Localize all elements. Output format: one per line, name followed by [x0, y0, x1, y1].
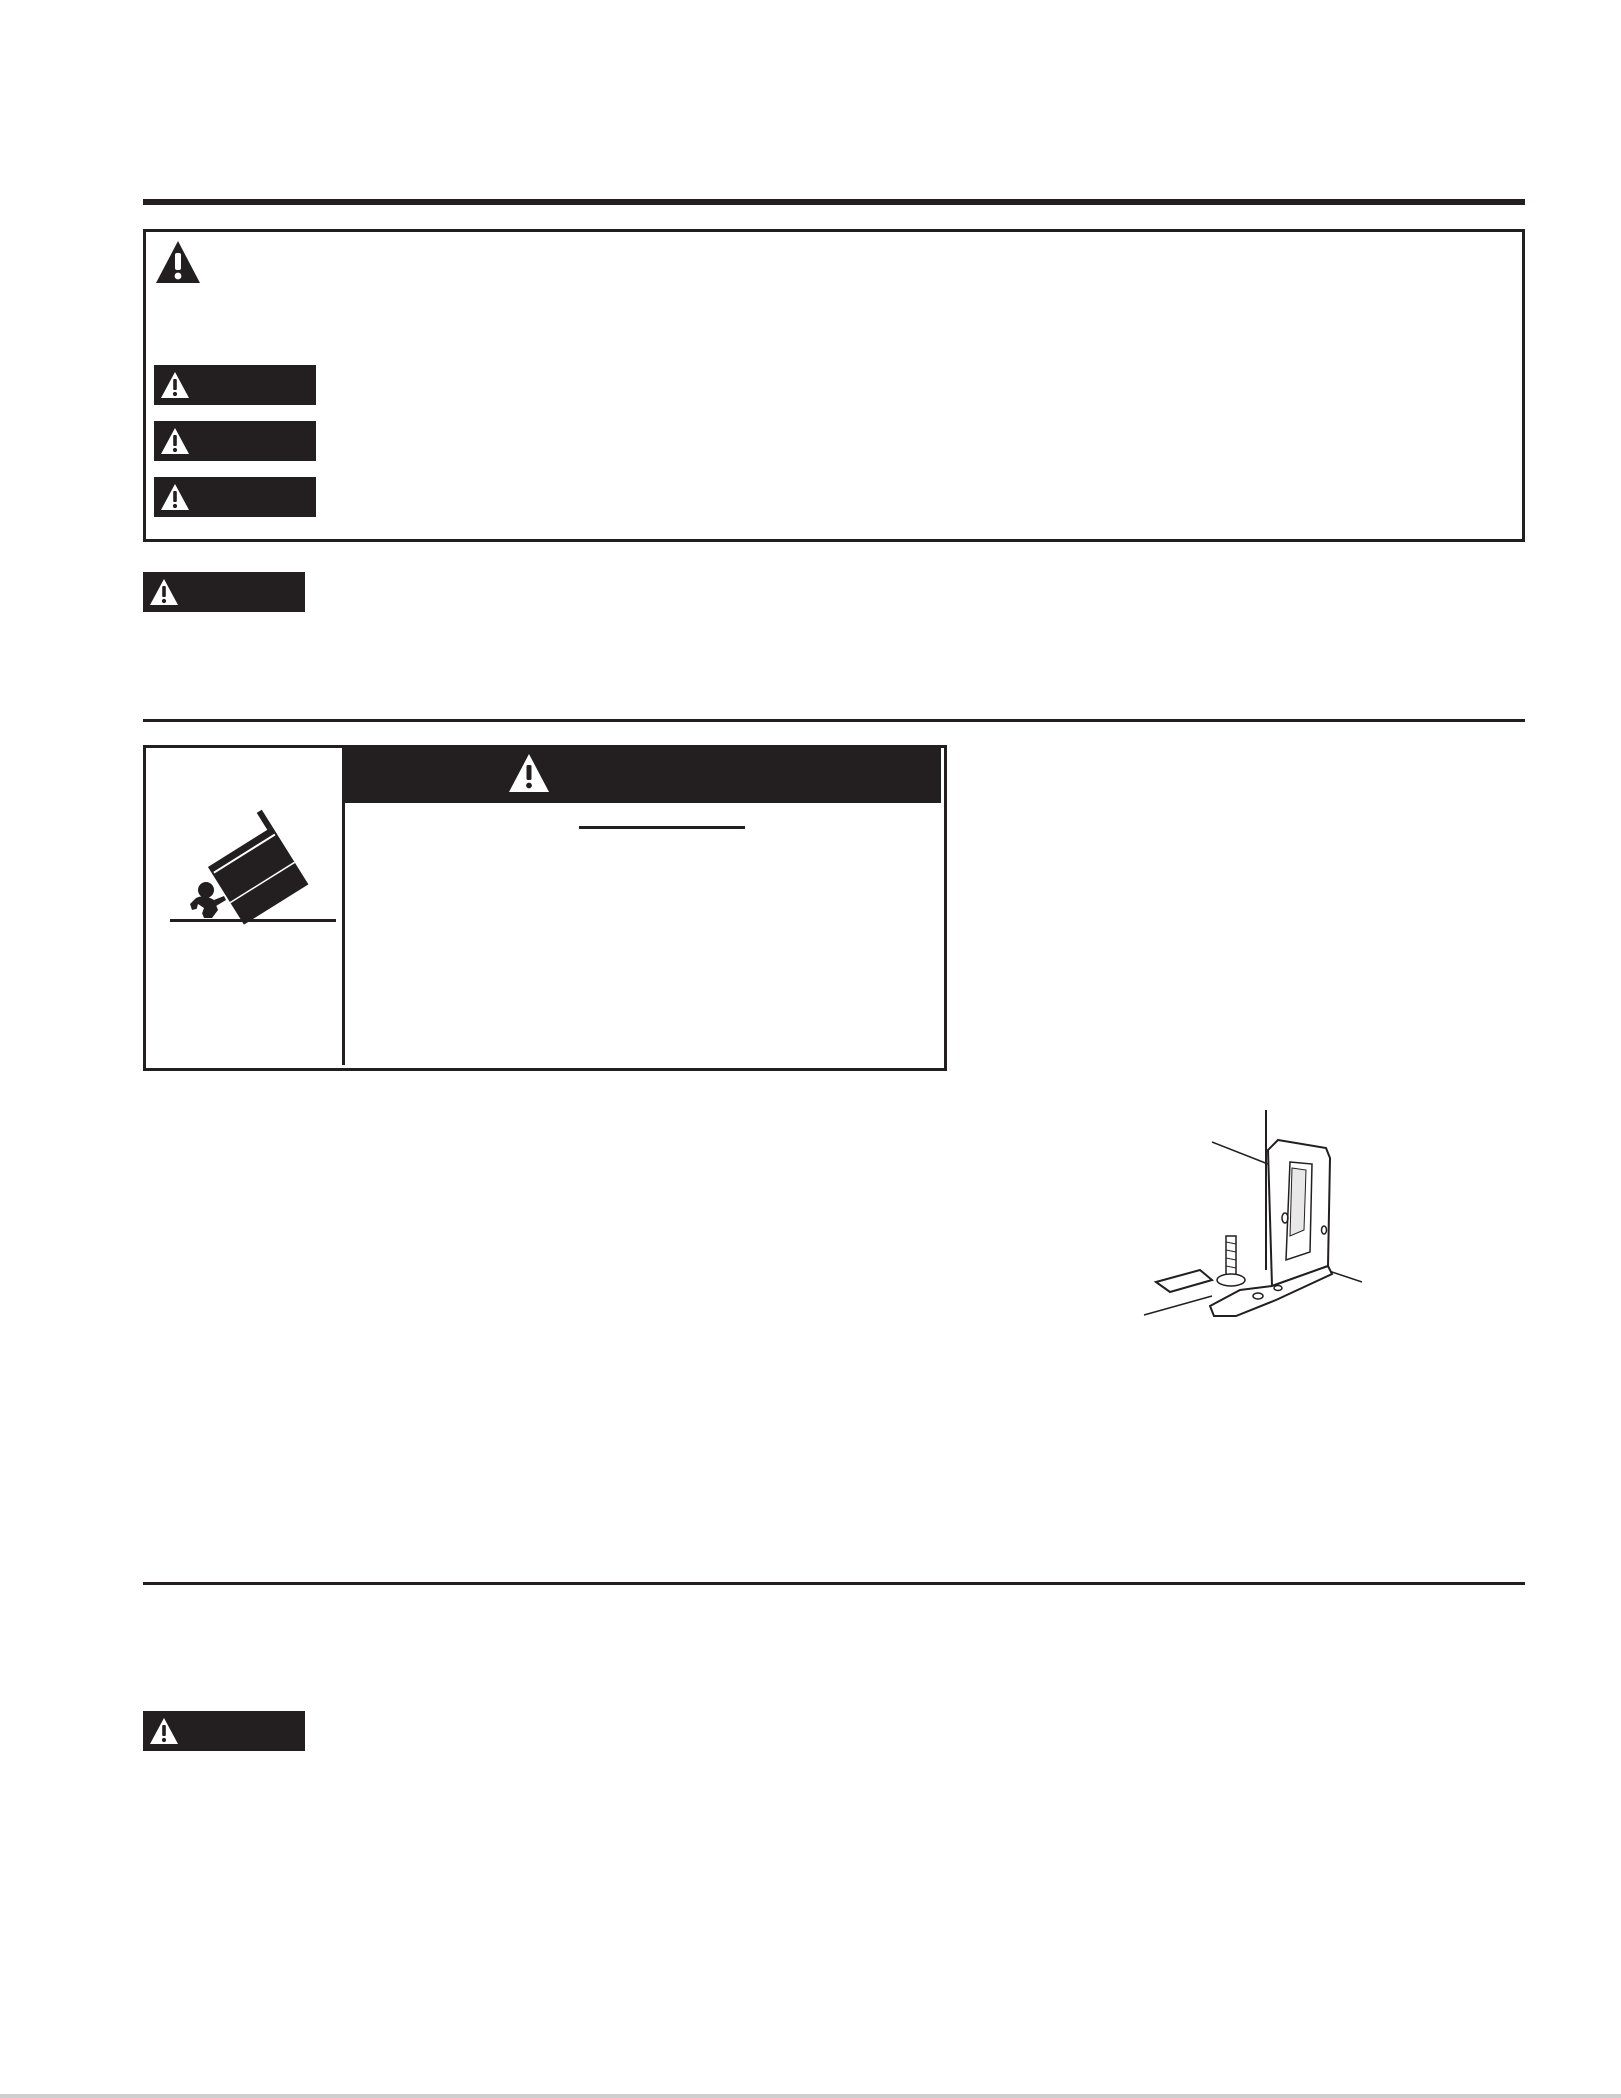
- page-bottom-edge: [0, 2094, 1621, 2098]
- section-divider: [143, 719, 1525, 722]
- warning-triangle-icon: [160, 483, 190, 511]
- section-divider: [143, 1582, 1525, 1585]
- signal-word-warning-badge: [154, 421, 316, 461]
- warning-triangle-icon: [160, 371, 190, 399]
- warning-triangle-icon: [149, 578, 179, 606]
- tip-over-heading-underline: [579, 826, 745, 829]
- warning-triangle-icon: [149, 1717, 179, 1745]
- signal-word-danger-badge: [154, 365, 316, 405]
- warning-triangle-icon: [507, 752, 551, 794]
- safety-alert-icon: [154, 239, 202, 285]
- warning-triangle-icon: [160, 427, 190, 455]
- standalone-warning-badge: [143, 572, 305, 612]
- section-top-rule: [143, 199, 1525, 205]
- tip-over-warning-header: [345, 745, 941, 803]
- signal-word-caution-badge: [154, 477, 316, 517]
- tip-over-hazard-icon: [160, 800, 340, 935]
- safety-signal-words-box: [143, 229, 1525, 542]
- anti-tip-bracket-illustration: [1140, 1110, 1370, 1340]
- standalone-warning-badge: [143, 1711, 305, 1751]
